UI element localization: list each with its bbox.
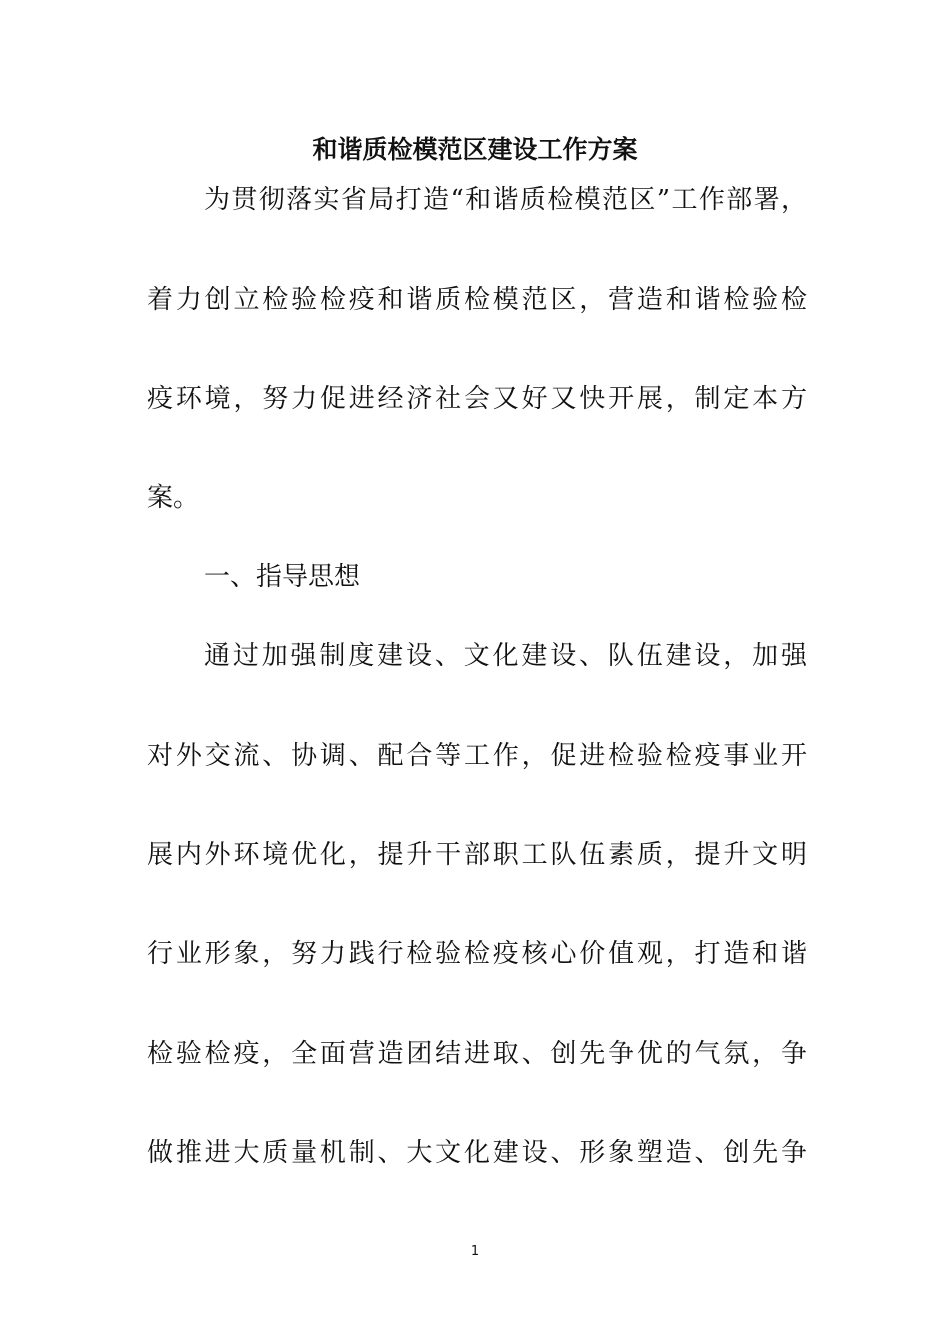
- page-number: 1: [470, 1244, 480, 1259]
- section-line-1: 通过加强制度建设、文化建设、队伍建设，加强: [204, 641, 807, 671]
- section-line-2: 对外交流、协调、配合等工作，促进检验检疫事业开: [147, 741, 807, 771]
- intro-line-2: 着力创立检验检疫和谐质检模范区，营造和谐检验检: [147, 285, 807, 315]
- section-heading-guiding-ideology: 一、指导思想: [204, 562, 361, 592]
- page-title: 和谐质检模范区建设工作方案: [312, 135, 638, 164]
- intro-line-4: 案。: [147, 483, 200, 513]
- section-line-3: 展内外环境优化，提升干部职工队伍素质，提升文明: [147, 840, 807, 870]
- section-line-5: 检验检疫，全面营造团结进取、创先争优的气氛，争: [147, 1039, 807, 1069]
- section-line-4: 行业形象，努力践行检验检疫核心价值观，打造和谐: [147, 939, 807, 969]
- intro-line-3: 疫环境，努力促进经济社会又好又快开展，制定本方: [147, 384, 807, 414]
- intro-line-1: 为贯彻落实省局打造“和谐质检模范区”工作部署，: [204, 185, 807, 215]
- section-line-6: 做推进大质量机制、大文化建设、形象塑造、创先争: [147, 1138, 807, 1168]
